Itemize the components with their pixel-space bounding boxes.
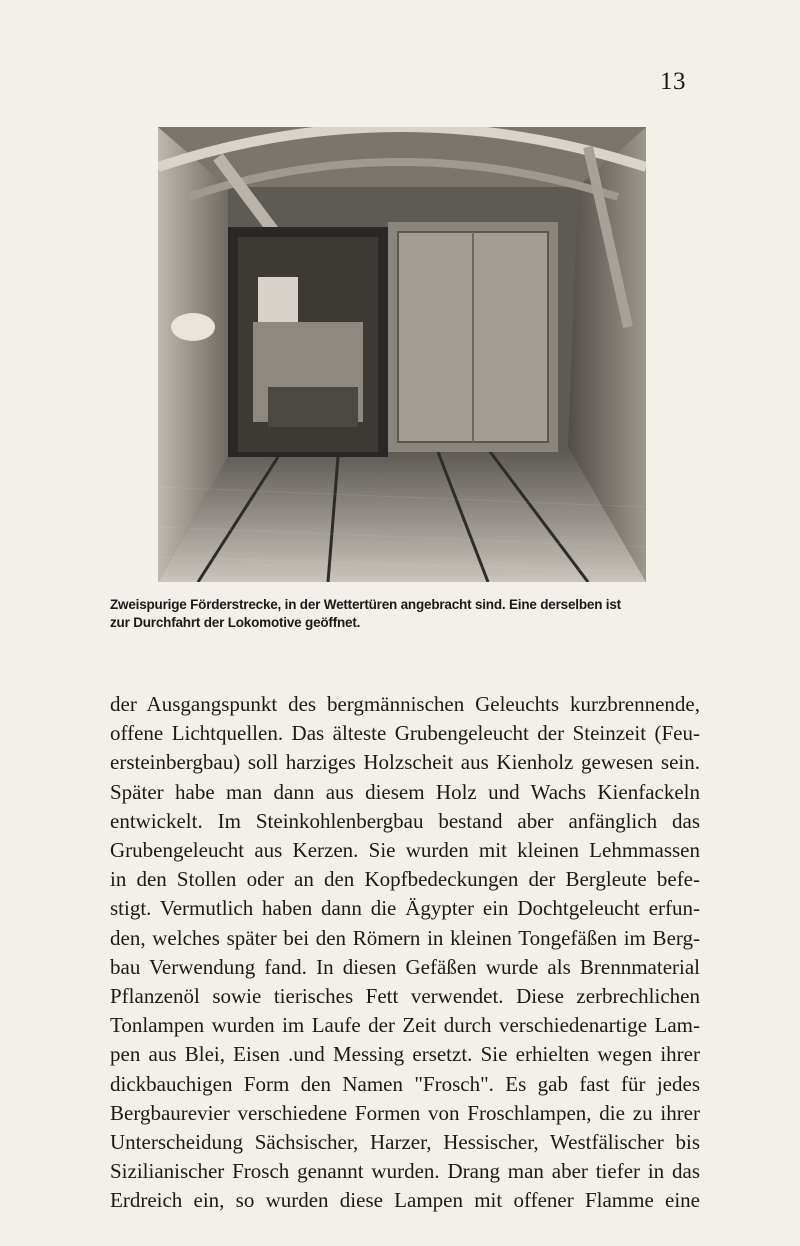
text-line: ersteinbergbau) soll harziges Holzscheit aus Kienholz gewesen sein.	[110, 750, 700, 775]
text-line: Sizilianischer Frosch genannt wurden. Drang man aber tiefer in das	[110, 1159, 700, 1184]
text-line: Pflanzenöl sowie tierisches Fett verwendet. Diese zerbrechlichen	[110, 984, 700, 1009]
text-line: Unterscheidung Sächsischer, Harzer, Hessischer, Westfälischer bis	[110, 1130, 700, 1155]
figure-caption	[110, 596, 700, 632]
text-line: entwickelt. Im Steinkohlenbergbau bestand aber anfänglich das	[110, 808, 700, 833]
text-line: der Ausgangspunkt des bergmännischen Geleuchts kurzbrennende,	[110, 692, 700, 716]
text-line: Erdreich ein, so wurden diese Lampen mit offener Flamme eine	[110, 1188, 700, 1213]
text-line: Später habe man dann aus diesem Holz und Wachs Kienfackeln	[110, 779, 700, 804]
text-line: dickbauchigen Form den Namen "Frosch". Es gab fast für jedes	[110, 1071, 700, 1096]
mine-tunnel-photo	[158, 127, 646, 582]
text-line: den, welches später bei den Römern in kleinen Tongefäßen im Berg-	[110, 925, 700, 950]
page-number: 13	[660, 68, 686, 95]
text-line: in den Stollen oder an den Kopfbedeckungen der Bergleute befe-	[110, 867, 700, 892]
caption-line: Zweispurige Förderstrecke, in der Wettertüren angebracht sind. Eine derselben ist	[110, 597, 621, 612]
text-line: offene Lichtquellen. Das älteste Grubengeleucht der Steinzeit (Feu-	[110, 721, 700, 746]
text-line: stigt. Vermutlich haben dann die Ägypter ein Dochtgeleucht erfun-	[110, 896, 700, 921]
text-line: bau Verwendung fand. In diesen Gefäßen wurde als Brennmaterial	[110, 954, 700, 979]
caption-line: zur Durchfahrt der Lokomotive geöffnet.	[110, 615, 361, 630]
text-line: Tonlampen wurden im Laufe der Zeit durch verschiedenartige Lam-	[110, 1013, 700, 1038]
text-line: pen aus Blei, Eisen .und Messing ersetzt. Sie erhielten wegen ihrer	[110, 1042, 700, 1067]
text-line: Grubengeleucht aus Kerzen. Sie wurden mit kleinen Lehmmassen	[110, 838, 700, 863]
text-line: Bergbaurevier verschiedene Formen von Froschlampen, die zu ihrer	[110, 1100, 700, 1125]
body-paragraph	[110, 690, 700, 1216]
